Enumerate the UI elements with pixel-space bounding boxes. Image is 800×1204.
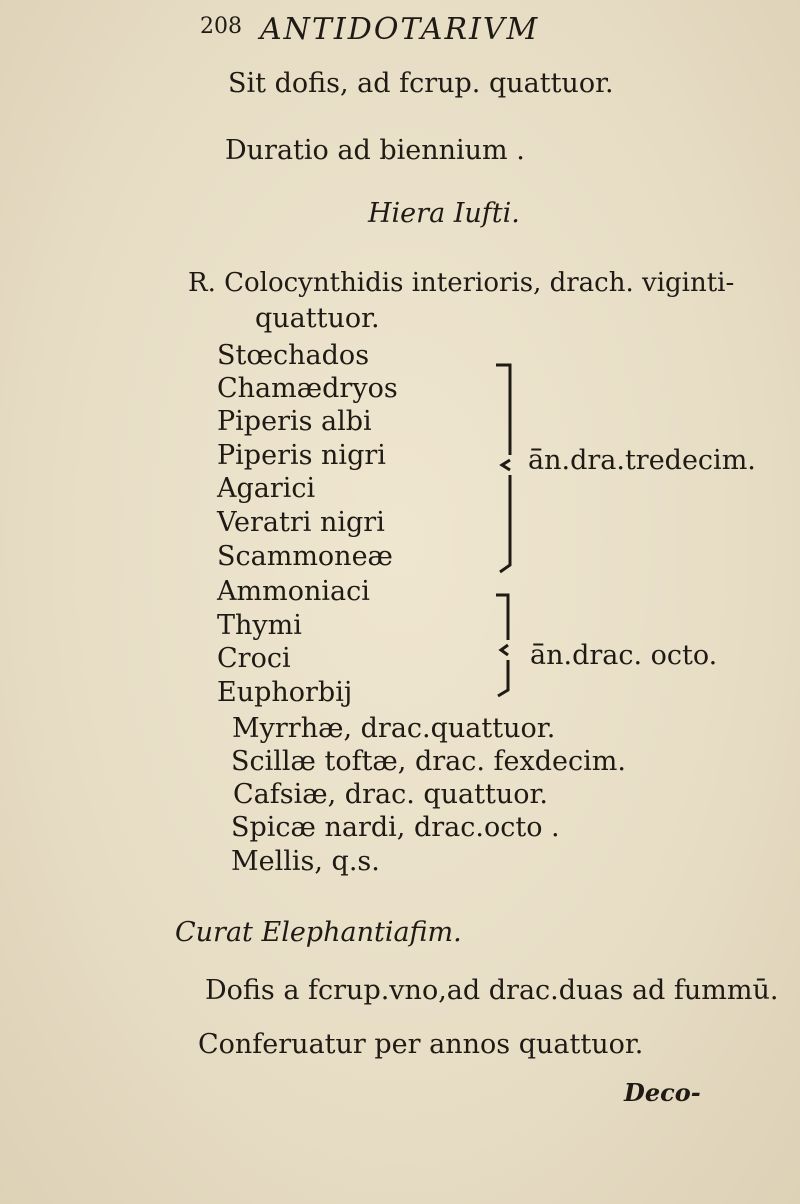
ingredient: Thymi: [217, 610, 302, 641]
ingredient: Piperis nigri: [217, 440, 386, 471]
recipe-first-line: R. Colocynthidis interioris, drach. viginti-: [188, 268, 735, 298]
ingredient-line: Mellis, q.s.: [231, 846, 380, 877]
page-number: 208: [200, 14, 242, 39]
ingredient: Stœchados: [217, 340, 370, 371]
brace-group-2: [490, 590, 530, 702]
ingredient-line: Cafsiæ, drac. quattuor.: [233, 779, 548, 810]
ingredient: Euphorbij: [217, 677, 353, 708]
brace-group-1: [490, 360, 530, 585]
ingredient: Chamædryos: [217, 373, 398, 404]
closing-line: Conferuatur per annos quattuor.: [198, 1029, 644, 1060]
intro-line: Duratio ad biennium .: [225, 135, 525, 166]
ingredient: Agarici: [217, 473, 316, 504]
ingredient: Veratri nigri: [217, 507, 385, 538]
ingredient-line: Scillæ toftæ, drac. fexdecim.: [231, 746, 626, 777]
ingredient-line: Myrrhæ, drac.quattuor.: [232, 713, 556, 744]
ingredient: Croci: [217, 643, 291, 674]
dose-group-2: ā̄n.drac. octo.: [530, 640, 718, 671]
intro-line: Sit dofis, ad fcrup. quattuor.: [228, 68, 614, 99]
ingredient: Piperis albi: [217, 406, 372, 437]
running-title: ANTIDOTARIVM: [260, 12, 540, 47]
recipe-first-line-cont: quattuor.: [255, 303, 380, 334]
ingredient: Scammoneæ: [217, 541, 393, 572]
closing-line: Dofis a fcrup.vno,ad drac.duas ad fummū.: [205, 975, 779, 1006]
ingredient-line: Spicæ nardi, drac.octo .: [231, 812, 560, 843]
recipe-title: Hiera Iufti.: [368, 198, 520, 229]
ingredient: Ammoniaci: [217, 576, 370, 607]
catchword: Deco-: [624, 1078, 701, 1107]
cure-line: Curat Elephantiafim.: [175, 917, 462, 948]
dose-group-1: ā̄n.dra.tredecim.: [528, 445, 756, 476]
